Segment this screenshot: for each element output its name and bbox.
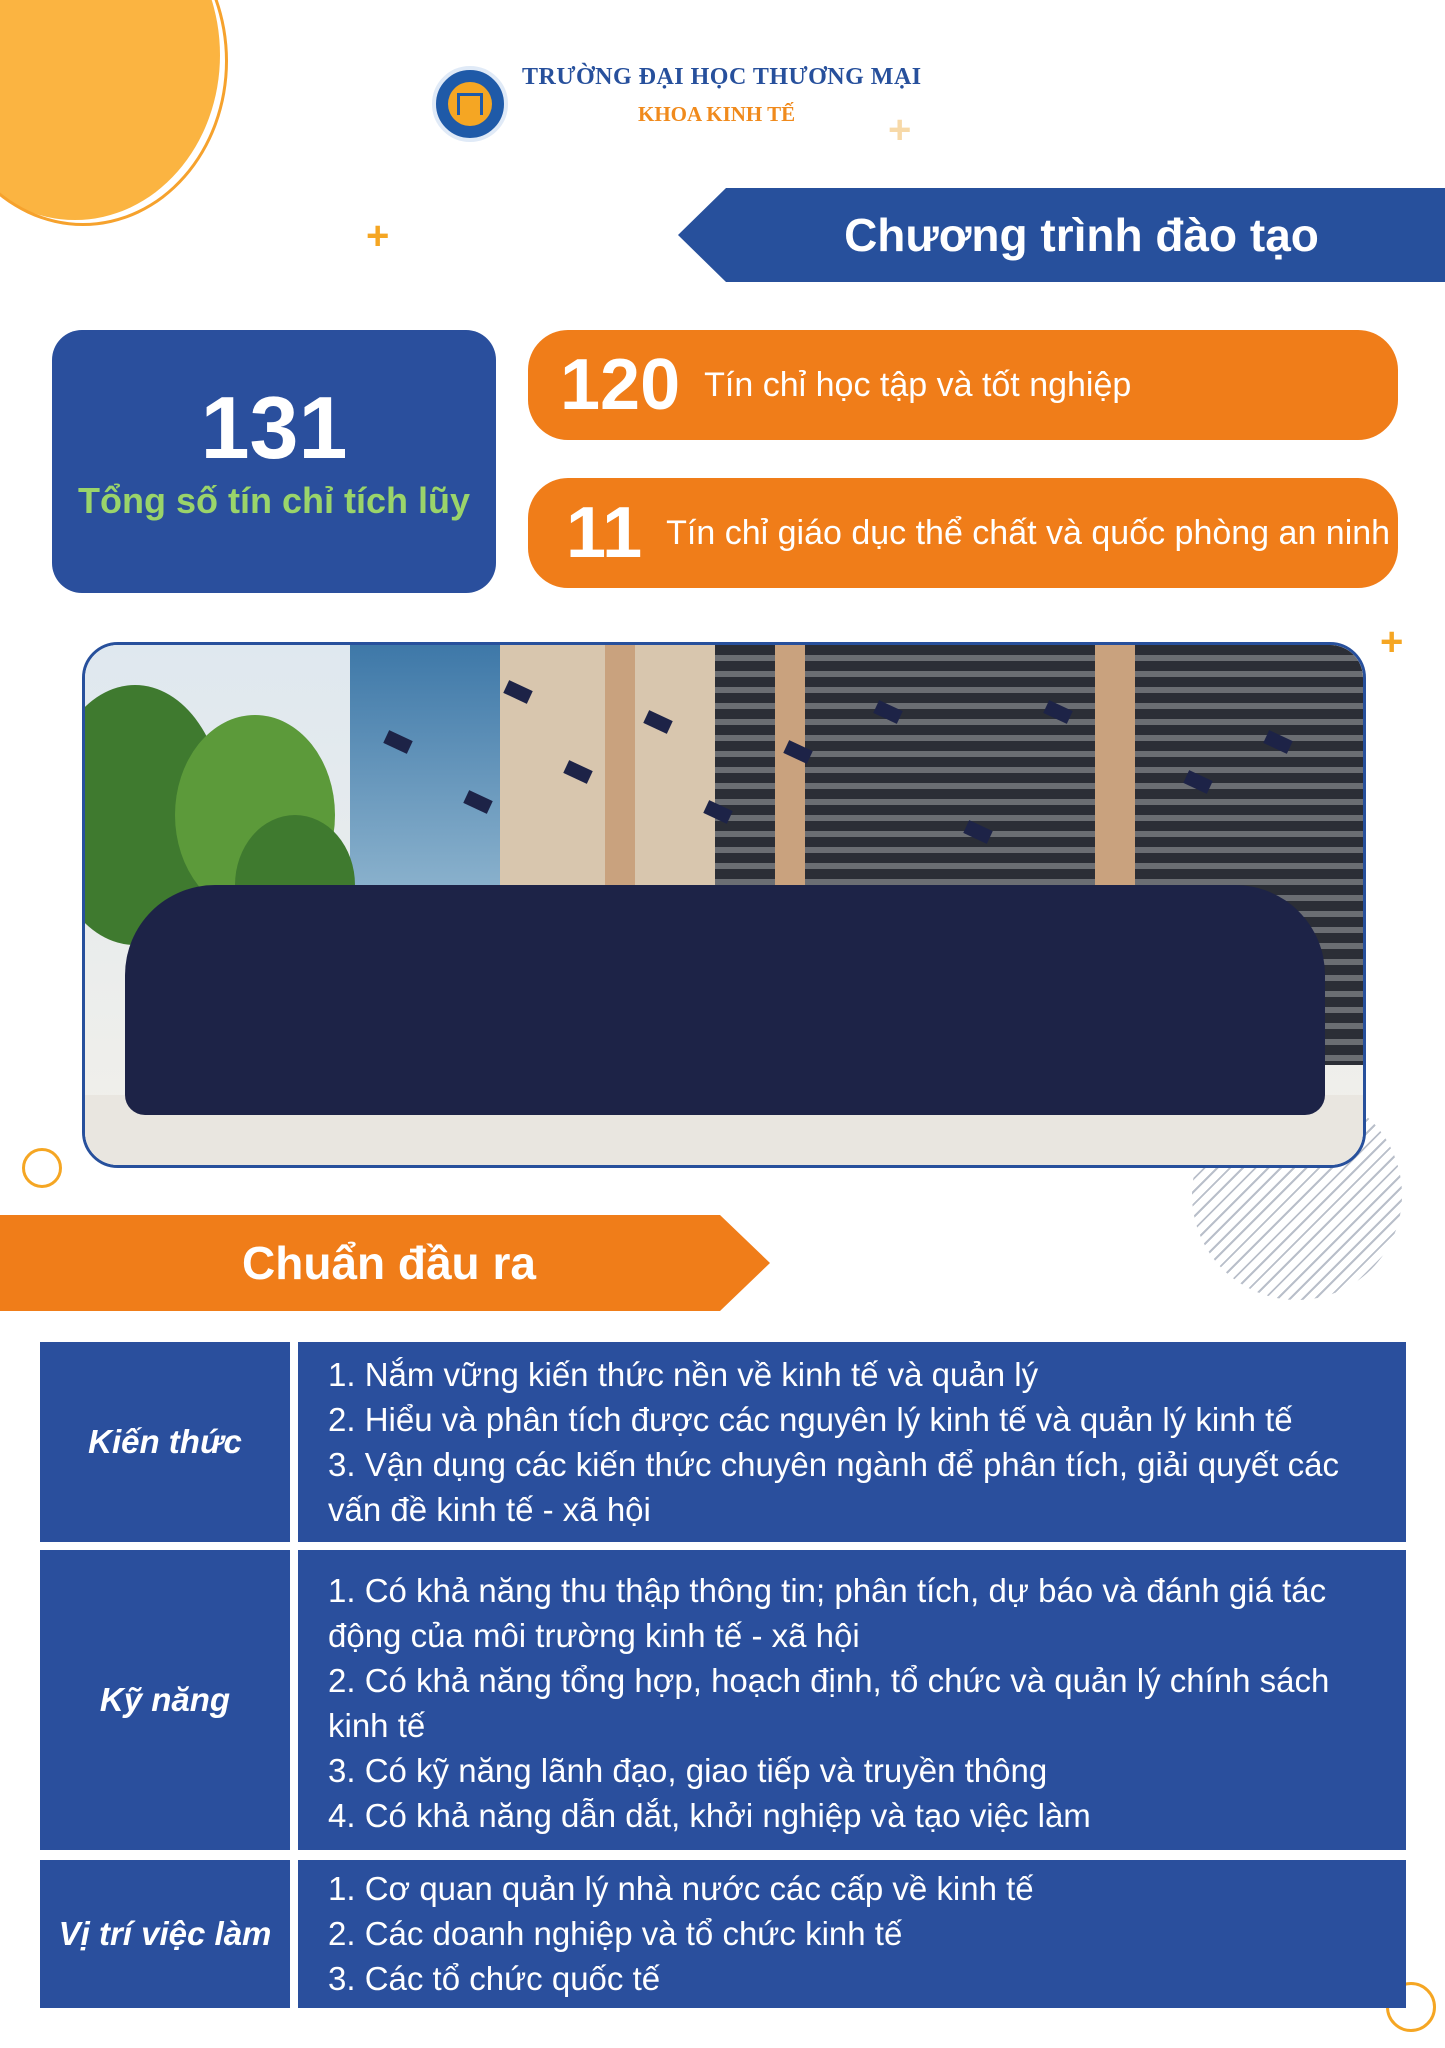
outcome-line: 1. Nắm vững kiến thức nền về kinh tế và quản lý [328,1356,1039,1393]
outcome-heading: Kỹ năng [40,1550,290,1850]
outcome-line: 3. Vận dụng các kiến thức chuyên ngành để phân tích, giải quyết các [328,1446,1339,1483]
pe-credits-label: Tín chỉ giáo dục thể chất và quốc phòng an ninh [666,513,1391,552]
pe-credits-value: 11 [566,493,643,573]
outcome-line: vấn đề kinh tế - xã hội [328,1491,651,1528]
study-credits-pill [528,330,1398,440]
outcome-body [298,1342,1406,1542]
graduation-photo [82,642,1366,1168]
total-credits-label: Tổng số tín chỉ tích lũy [78,480,470,521]
outcome-line: 2. Có khả năng tổng hợp, hoạch định, tổ chức và quản lý chính sách [328,1662,1330,1699]
university-name: TRƯỜNG ĐẠI HỌC THƯƠNG MẠI [522,64,922,90]
outcome-body [298,1860,1406,2008]
outcome-heading: Vị trí việc làm [40,1860,290,2008]
outcome-line: động của môi trường kinh tế - xã hội [328,1617,860,1654]
study-credits-value: 120 [560,345,681,425]
study-credits-label: Tín chỉ học tập và tốt nghiệp [704,365,1132,404]
outcome-body [298,1550,1406,1850]
outcome-line: 1. Cơ quan quản lý nhà nước các cấp về kinh tế [328,1870,1034,1907]
pe-credits-pill [528,478,1398,588]
outcomes-banner-title: Chuẩn đầu ra [242,1237,536,1289]
university-seal-icon [432,66,508,142]
outcome-line: kinh tế [328,1707,426,1744]
outcome-line: 2. Các doanh nghiệp và tổ chức kinh tế [328,1915,903,1952]
plus-icon: + [366,214,390,258]
outcome-line: 3. Có kỹ năng lãnh đạo, giao tiếp và truyền thông [328,1752,1048,1789]
outcome-row-skills [40,1550,1406,1850]
outcome-line: 1. Có khả năng thu thập thông tin; phân tích, dự báo và đánh giá tác [328,1572,1327,1609]
plus-icon: + [888,108,912,152]
outcome-row-jobs [40,1860,1406,2008]
faculty-name: KHOA KINH TẾ [638,102,796,126]
decorative-ring [22,1148,62,1188]
plus-icon: + [1380,620,1404,664]
outcome-line: 4. Có khả năng dẫn dắt, khởi nghiệp và tạo việc làm [328,1797,1091,1834]
outcome-row-knowledge [40,1342,1406,1542]
total-credits-value: 131 [200,378,348,477]
outcome-line: 3. Các tổ chức quốc tế [328,1960,661,1997]
program-banner-title: Chương trình đào tạo [844,209,1319,261]
outcome-heading: Kiến thức [40,1342,290,1542]
outcome-line: 2. Hiểu và phân tích được các nguyên lý kinh tế và quản lý kinh tế [328,1401,1293,1438]
decorative-ring [0,0,228,226]
